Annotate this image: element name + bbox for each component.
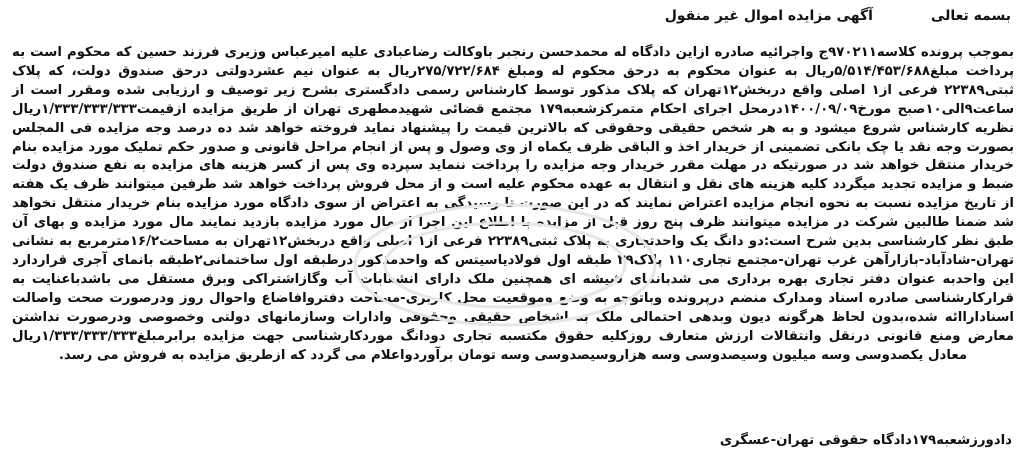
basmala-text: بسمه تعالی	[930, 8, 1011, 24]
notice-body: بموجب پرونده کلاسه۹۷۰۲۱۱ج واجرائیه صادره ازاین دادگاه له محمدحسن رنجبر باوکالت رضاعبادی علیه امیرعباس وزیری فرزند حسین که محکوم است به پرداخت مبلغ۵/۵۱۴/۴۵۳/۶۸۸ریال به عنوان محکوم به درحق محکوم له ومبلغ ۲۷۵/۷۲۲/۶۸۴ریال به عنوان نیم عشردولتی درحق صندوق دولت، که پلاک ثبتی۲۲۳۸۹ فرعی از۱ اصلی واقع دربخش۱۲تهران که پلاک مذکور توسط کارشناس رسمی دادگستری بشرح زیر توصیف و ارزیابی شده ومقرر است از ساعت۹الی۱۰صبح مورخ۱۴۰۰/۰۹/۰۹درمحل اجرای احکام متمرکزشعبه۱۷۹ مجتمع قضائی شهیدمطهری تهران از طریق مزایده ازقیمت۱/۳۳۳/۳۳۳/۳۳۳ریال نظریه کارشناس شروع میشود و به هر شخص حقیقی وحقوقی که بالاترین قیمت را پیشنهاد نماید فروخته خواهد شد ده درصد وجه مزایده فی المجلس بصورت وجه نقد یا چک بانکی تضمینی از خریدار اخذ و الباقی ظرف یکماه از وی وصول و پس از انجام مراحل قانونی و صدور حکم تملیک مورد مزایده بنام خریدار منتقل خواهد شد در صورتیکه در مهلت مقرر خریدار وجه مزایده را پرداخت ننماید سپرده وی پس از کسر هزینه های مزایده به نفع صندوق دولت ضبط و مزایده تجدید میگردد کلیه هزینه های نقل و انتقال به عهده محکوم علیه است و از محل فروش پرداخت خواهد شد طرفین میتوانند ظرف یک هفته از تاریخ مزایده نسبت به نحوه انجام مزایده اعتراض نمایند که در این صورت تا رسیدگی به اعتراض از سوی دادگاه مورد مزایده بنام خریدار منتقل نخواهد شد ضمنا طالبین شرکت در مزایده میتوانند ظرف پنج روز قبل از مزایده با اطلاع این اجرا از مال مورد مزایده بازدید نمایند مال مورد مزایده و بهای آن طبق نظر کارشناسی بدین شرح است:دو دانگ یک واحدتجاری به پلاک ثبتی۲۲۳۸۹ فرعی از۱ اصلی واقع دربخش۱۲تهران به مساحت۱۶/۲مترمربع به نشانی تهران-شادآباد-بازارآهن غرب تهران-مجتمع تجاری۱۱۰ پلاک۳۹ طبقه اول فولادیاسیتس که واحدمذکور درطبقه اول ساختمانی۲طبقه بانمای آجری قراردارد این واحدبه عنوان دفتر تجاری بهره برداری می شدبانمای شیشه ای همچنین ملک دارای انشعابات آب وگازاشتراکی وبرق مستقل می باشدباعنایت به قرارکارشناسی صادره اسناد ومدارک منضم درپرونده وباتوجه به وضع وموقعیت محل کاربری-مساحت دفتروافاضاع واحوال روز ودرصورت صحت واصالت اسناداراائه شده،بدون لحاظ هرگونه دیون وبدهی احتمالی ملک به اشخاص حقیقی وحقوقی وادارات وسازمانهای دولتی وخصوصی ودرصورت نداشتن معارض ومنع قانونی درنقل وانتقالات ارزش متعارف روزکلیه حقوق مکتسبه تجاری دودانگ موردکارشناسی جهت مزایده برابرمبلغ۱/۳۳۳/۳۳۳/۳۳۳ریال معادل یکصدوسی وسه میلیون وسیصدوسی وسه هزاروسیصدوسی وسه تومان برآوردواعلام می گردد که ازطریق مزایده به فروش می رسد.	[12, 45, 1015, 363]
signature-line: دادورزشعبه۱۷۹دادگاه حقوقی تهران-عسگری	[719, 433, 1012, 448]
notice-title: آگهی مزایده اموال غیر منقول	[664, 8, 873, 24]
notice-header	[12, 8, 1014, 32]
